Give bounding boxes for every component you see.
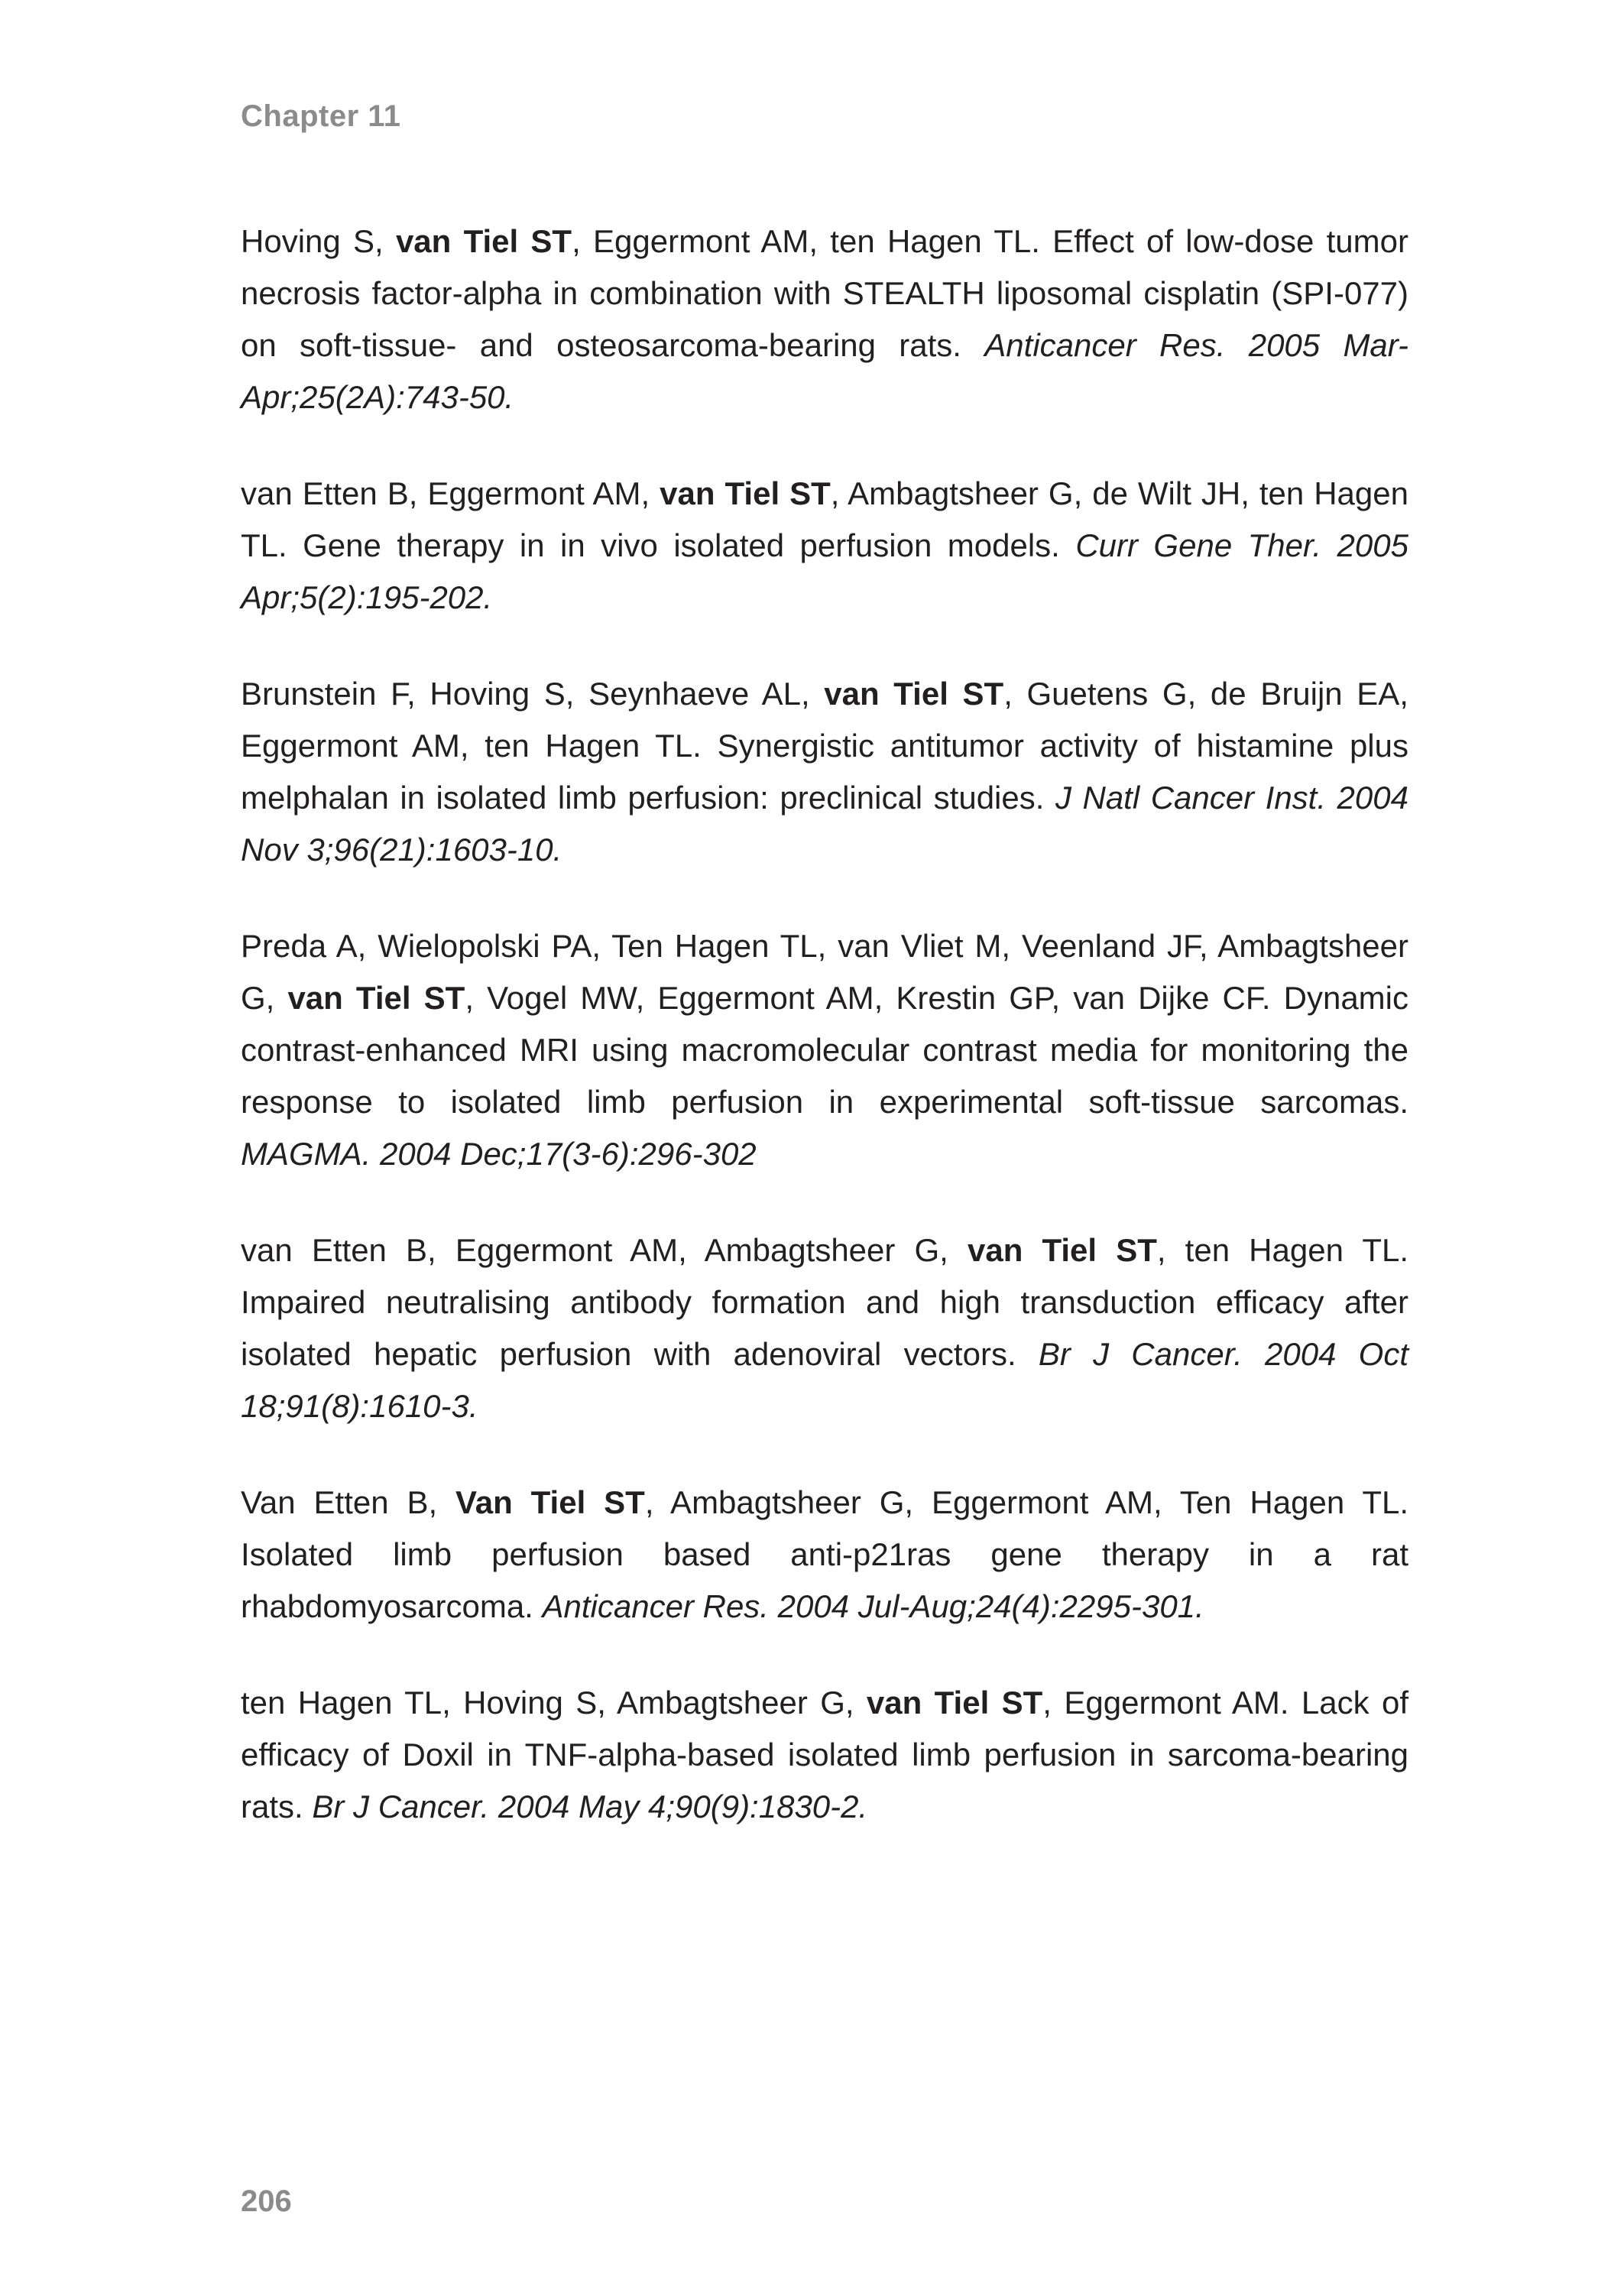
reference-segment: , Guetens G, de Bruijn EA, Eggermont AM, ten Hagen TL. Synergistic antitumor activity of histamine plus melphalan in isolated limb perfusion: preclinical studies. xyxy=(241,676,1408,816)
reference-segment: , ten Hagen TL. Impaired neutralising antibody formation and high transduction efficacy after isolated hepatic perfusion with adenoviral vectors. xyxy=(241,1232,1408,1372)
page-number: 206 xyxy=(241,2184,292,2218)
reference-segment: van Tiel ST xyxy=(395,223,572,259)
reference-segment: Anticancer Res. 2004 Jul-Aug;24(4):2295-301. xyxy=(542,1588,1204,1624)
reference-segment: van Tiel ST xyxy=(660,475,831,511)
reference-segment: , Eggermont AM. Lack of efficacy of Doxil in TNF-alpha-based isolated limb perfusion in sarcoma-bearing rats. xyxy=(241,1685,1408,1824)
reference xyxy=(241,468,1408,624)
reference-segment: Br J Cancer. 2004 May 4;90(9):1830-2. xyxy=(312,1789,868,1824)
reference-segment: ten Hagen TL, Hoving S, Ambagtsheer G, xyxy=(241,1685,867,1721)
reference-segment: Curr Gene Ther. 2005 Apr;5(2):195-202. xyxy=(241,527,1408,615)
reference xyxy=(241,216,1408,423)
reference xyxy=(241,1224,1408,1432)
reference xyxy=(241,668,1408,876)
reference-segment: Br J Cancer. 2004 Oct 18;91(8):1610-3. xyxy=(241,1336,1409,1424)
reference-segment: , Ambagtsheer G, Eggermont AM, Ten Hagen TL. Isolated limb perfusion based anti-p21ras gene therapy in a rat rhabdomyosarcoma. xyxy=(241,1484,1409,1624)
chapter-header: Chapter 11 xyxy=(241,99,401,133)
reference xyxy=(241,920,1408,1180)
references-list xyxy=(241,216,1408,1833)
reference-segment: van Etten B, Eggermont AM, xyxy=(241,475,660,511)
reference-segment: Anticancer Res. 2005 Mar-Apr;25(2A):743-50. xyxy=(241,327,1409,415)
reference-segment: J Natl Cancer Inst. 2004 Nov 3;96(21):1603-10. xyxy=(241,780,1408,868)
reference-segment: van Tiel ST xyxy=(824,676,1004,712)
reference-segment: , Vogel MW, Eggermont AM, Krestin GP, van Dijke CF. Dynamic contrast-enhanced MRI using macromolecular contrast media for monitoring the response to isolated limb perfusion in experimental soft-tissue sarcomas. xyxy=(241,980,1409,1120)
reference xyxy=(241,1477,1408,1633)
reference-segment: Van Tiel ST xyxy=(455,1484,645,1520)
reference-segment: Preda A, Wielopolski PA, Ten Hagen TL, van Vliet M, Veenland JF, Ambagtsheer G, xyxy=(241,928,1408,1016)
reference-segment: , Ambagtsheer G, de Wilt JH, ten Hagen TL. Gene therapy in in vivo isolated perfusion models. xyxy=(241,475,1408,563)
reference-segment: MAGMA. 2004 Dec;17(3-6):296-302 xyxy=(241,1136,757,1172)
reference-segment: van Tiel ST xyxy=(866,1685,1043,1721)
reference-segment: , Eggermont AM, ten Hagen TL. Effect of low-dose tumor necrosis factor-alpha in combination with STEALTH liposomal cisplatin (SPI-077) on soft-tissue- and osteosarcoma-bearing rats. xyxy=(241,223,1408,363)
reference-segment: Hoving S, xyxy=(241,223,396,259)
reference-segment: van Etten B, Eggermont AM, Ambagtsheer G, xyxy=(241,1232,968,1268)
reference xyxy=(241,1677,1408,1833)
reference-segment: Van Etten B, xyxy=(241,1484,456,1520)
reference-segment: van Tiel ST xyxy=(967,1232,1157,1268)
reference-segment: Brunstein F, Hoving S, Seynhaeve AL, xyxy=(241,676,825,712)
reference-segment: van Tiel ST xyxy=(287,980,465,1016)
